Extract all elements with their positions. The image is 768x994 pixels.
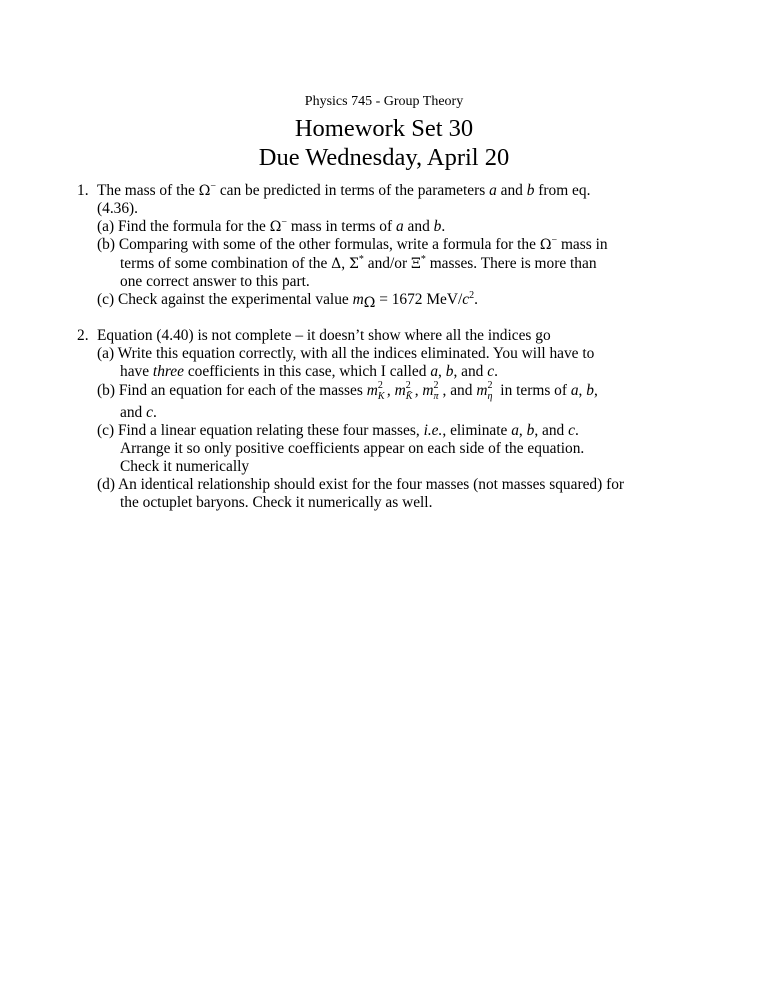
problem-1-part-b: (b) Comparing with some of the other formulas, write a formula for the Ω− mass in <box>97 235 608 253</box>
problem-number: 1. <box>77 182 89 199</box>
problem-2-part-d: (d) An identical relationship should exist for the four masses (not masses squared) for <box>97 476 625 493</box>
problem-1-part-c: (c) Check against the experimental value $m_\Omega = 1672$ MeV/$c^2$. <box>97 290 478 311</box>
due-date: Due Wednesday, April 20 <box>258 144 510 171</box>
problem-1-part-a: (a) Find the formula for the Ω− mass in terms of a and b. <box>97 217 446 235</box>
problem-1-part-b-line2: terms of some combination of the Δ, Σ* and/or Ξ* masses. There is more than <box>120 254 597 272</box>
course-name: Physics 745 - Group Theory <box>304 94 464 109</box>
problem-2-part-a: (a) Write this equation correctly, with all the indices eliminated. You will have to <box>97 345 595 362</box>
homework-title: Homework Set 30 <box>294 115 474 142</box>
problem-2-part-c-line3: Check it numerically <box>120 458 250 475</box>
problem-number: 2. <box>77 327 89 344</box>
problem-1-intro-line2: (4.36). <box>97 200 139 217</box>
problem-2-part-c: (c) Find a linear equation relating these four masses, i.e., eliminate a, b, and c. <box>97 422 579 439</box>
problem-2-intro: Equation (4.40) is not complete – it doesn’t show where all the indices go <box>97 327 551 344</box>
problem-2-part-a-line2: have three coefficients in this case, which I called a, b, and c. <box>120 363 498 380</box>
problem-2-part-d-line2: the octuplet baryons. Check it numerically as well. <box>120 494 433 511</box>
problem-2-part-b-line2: and c. <box>120 404 157 421</box>
problem-2-part-b: (b) Find an equation for each of the masses m 2 K , m 2 K̄ , m 2 π , and m 2 η in terms of a, b, <box>97 380 598 402</box>
problem-2-part-c-line2: Arrange it so only positive coefficients appear on each side of the equation. <box>120 440 585 457</box>
problem-1-part-b-line3: one correct answer to this part. <box>120 273 310 290</box>
problem-1-intro: The mass of the Ω− can be predicted in terms of the parameters a and b from eq. <box>97 181 591 199</box>
